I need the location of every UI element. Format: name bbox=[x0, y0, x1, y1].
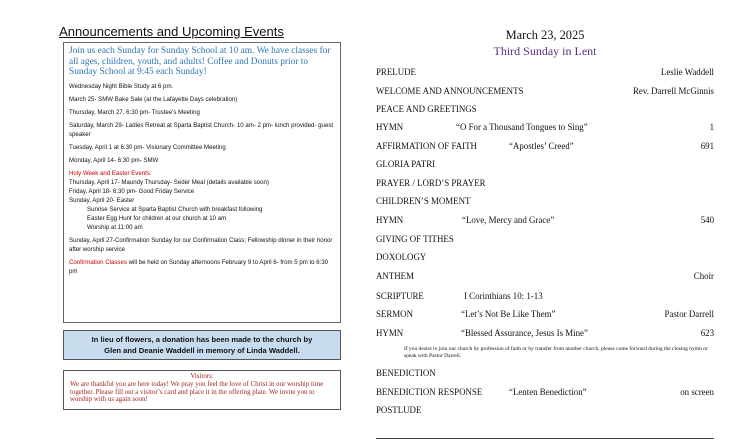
row-detail: “Love, Mercy and Grace” bbox=[462, 215, 555, 225]
visitors-heading: Visitors: bbox=[190, 373, 214, 380]
row-right: 540 bbox=[700, 215, 714, 225]
row-label: BENEDICTION bbox=[376, 368, 436, 378]
list-item: Tuesday, April 1 at 6:30 pm- Visionary Committee Meeting bbox=[69, 143, 226, 151]
row-right: on screen bbox=[680, 387, 714, 397]
row-detail: “Lenten Benediction” bbox=[509, 387, 587, 397]
sunday-school-intro: Join us each Sunday for Sunday School at 10 am. We have classes for all ages, children, youth, and adults! Coffee and Donuts prior to Sunday School at 9:45 each Sunday! bbox=[69, 46, 331, 78]
memorial-notice bbox=[63, 330, 341, 360]
liturgical-day: Third Sunday in Lent bbox=[493, 44, 597, 58]
list-item: Monday, April 14- 6:30 pm- SMW bbox=[69, 156, 159, 164]
row-right: Pastor Darrell bbox=[664, 309, 714, 319]
list-item bbox=[69, 258, 335, 276]
membership-note: If you desire to join our church by profession of faith or by transfer from another church, please come forward during the closing hymn or speak with Pastor Darrell. bbox=[404, 346, 708, 359]
row-label: HYMN bbox=[376, 328, 404, 338]
row-label: HYMN bbox=[376, 215, 404, 225]
row-label: PRAYER / LORD’S PRAYER bbox=[376, 178, 486, 188]
row-right: Rev. Darrell McGinnis bbox=[632, 86, 714, 96]
order-row bbox=[376, 177, 714, 189]
row-label: POSTLUDE bbox=[376, 405, 422, 415]
order-row bbox=[376, 270, 714, 282]
list-item: Thursday, April 17- Maundy Thursday- Seder Meal (details available soon) bbox=[69, 178, 269, 186]
list-item: Sunrise Service at Sparta Baptist Church with breakfast following bbox=[87, 205, 263, 213]
row-label: GLORIA PATRI bbox=[376, 159, 436, 169]
list-item: Worship at 11:00 am bbox=[87, 223, 143, 231]
order-row bbox=[376, 404, 714, 416]
memorial-line: In lieu of flowers, a donation has been made to the church by bbox=[91, 335, 313, 344]
announcement-list bbox=[69, 82, 335, 276]
confirmation-details: will be held on Sunday afternoons February 9 to April 6- from 5 pm to 6:30 pm bbox=[69, 258, 329, 275]
row-label: AFFIRMATION OF FAITH bbox=[376, 141, 477, 151]
row-detail: I Corinthians 10: 1-13 bbox=[464, 291, 543, 301]
row-right: Leslie Waddell bbox=[660, 67, 714, 77]
row-label: SERMON bbox=[376, 309, 413, 319]
row-right: 623 bbox=[700, 328, 714, 338]
order-row bbox=[376, 140, 714, 152]
row-label: PRELUDE bbox=[376, 67, 416, 77]
row-label: DOXOLOGY bbox=[376, 252, 427, 262]
row-detail: “Apostles’ Creed” bbox=[509, 141, 574, 151]
announcements-title: Announcements and Upcoming Events bbox=[59, 24, 284, 39]
row-right: 691 bbox=[700, 141, 714, 151]
list-item: Friday, April 18- 6:30 pm- Good Friday Service bbox=[69, 187, 195, 195]
row-detail: “Let’s Not Be Like Them” bbox=[461, 309, 556, 319]
row-label: SCRIPTURE bbox=[376, 291, 424, 301]
row-detail: “O For a Thousand Tongues to Sing” bbox=[456, 122, 588, 132]
bottom-divider bbox=[376, 438, 714, 439]
visitors-box bbox=[63, 370, 341, 410]
order-row bbox=[376, 195, 714, 207]
confirmation-label: Confirmation Classes bbox=[69, 258, 127, 266]
row-label: GIVING OF TITHES bbox=[376, 234, 454, 244]
row-right: 1 bbox=[709, 122, 714, 132]
order-row bbox=[376, 158, 714, 170]
order-row bbox=[376, 386, 714, 398]
order-row bbox=[376, 308, 714, 320]
announcements-box bbox=[63, 42, 341, 323]
visitors-text: We are thankful you are here today! We pray you feel the love of Christ in our worship time together. Please fill out a visitor’s card and place it in the offering plate. We invite you to worship with us again soon! bbox=[70, 380, 324, 404]
row-label: CHILDREN’S MOMENT bbox=[376, 196, 471, 206]
list-item: Wednesday Night Bible Study at 6 pm. bbox=[69, 82, 174, 90]
list-item: Sunday, April 27-Confirmation Sunday for our Confirmation Class; Fellowship dinner in their honor after worship service bbox=[69, 236, 333, 253]
order-row bbox=[376, 251, 714, 263]
service-date: March 23, 2025 bbox=[505, 28, 585, 42]
row-label: PEACE AND GREETINGS bbox=[376, 104, 477, 114]
order-row bbox=[376, 214, 714, 226]
list-item: March 25- SMW Bake Sale (at the Lafayette Days celebration) bbox=[69, 95, 238, 103]
order-row bbox=[376, 290, 714, 302]
list-item: Easter Egg Hunt for children at our church at 10 am bbox=[87, 214, 227, 222]
order-row bbox=[376, 66, 714, 78]
order-row bbox=[376, 327, 714, 339]
row-label: WELCOME AND ANNOUNCEMENTS bbox=[376, 86, 524, 96]
row-label: ANTHEM bbox=[376, 271, 414, 281]
list-item: Thursday, March 27, 6:30 pm- Trustee’s Meeting bbox=[69, 108, 200, 116]
list-item: Sunday, April 20- Easter bbox=[69, 196, 135, 204]
row-right: Choir bbox=[693, 271, 714, 281]
order-row bbox=[376, 367, 714, 379]
row-detail: “Blessed Assurance, Jesus Is Mine” bbox=[461, 328, 588, 338]
order-row bbox=[376, 121, 714, 133]
row-label: HYMN bbox=[376, 122, 404, 132]
order-row bbox=[376, 103, 714, 115]
order-row bbox=[376, 85, 714, 97]
order-row bbox=[376, 233, 714, 245]
holy-week-heading: Holy Week and Easter Events: bbox=[69, 169, 152, 177]
row-label: BENEDICTION RESPONSE bbox=[376, 387, 483, 397]
list-item: Saturday, March 29- Ladies Retreat at Sparta Baptist Church- 10 am- 2 pm- lunch provided- guest speaker bbox=[69, 121, 334, 138]
memorial-line: Glen and Deanie Waddell in memory of Linda Waddell. bbox=[104, 346, 300, 355]
